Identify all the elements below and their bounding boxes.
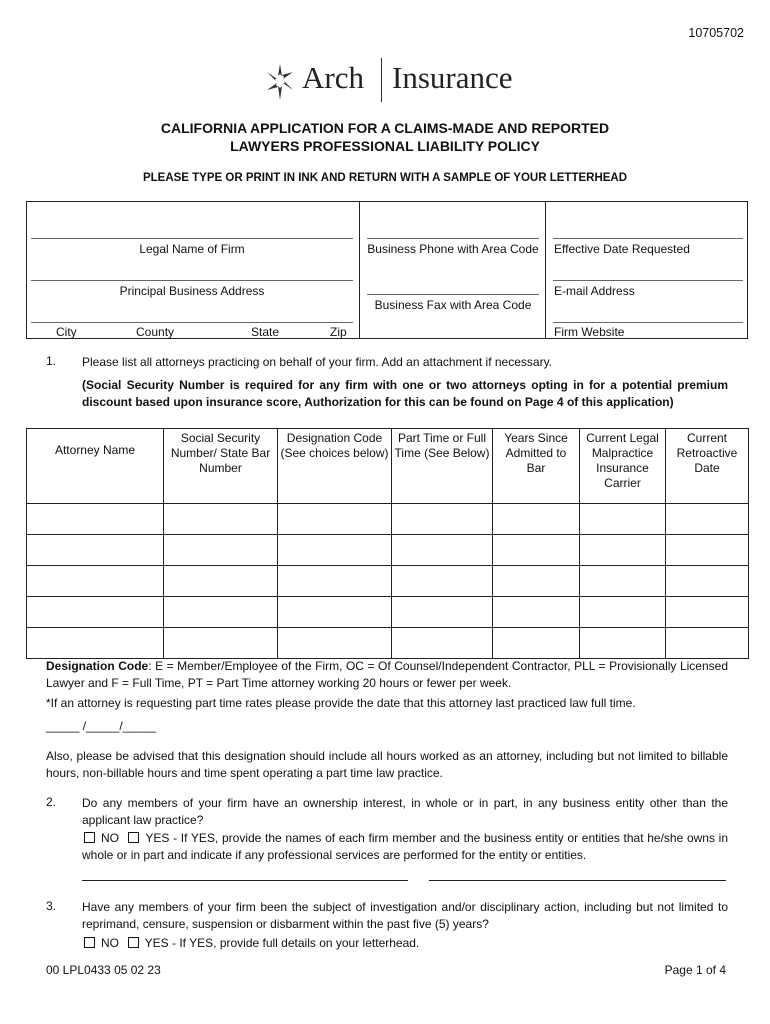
instruction: PLEASE TYPE OR PRINT IN INK AND RETURN WITH A SAMPLE OF YOUR LETTERHEAD bbox=[142, 172, 628, 184]
firm-info-box bbox=[26, 201, 748, 339]
header-designation-code: Designation Code (See choices below) bbox=[278, 429, 392, 504]
table-header-row bbox=[27, 429, 749, 504]
q2-response-line-2[interactable] bbox=[429, 880, 726, 881]
table-cell[interactable] bbox=[278, 566, 392, 597]
table-cell[interactable] bbox=[580, 566, 666, 597]
header-years-admitted: Years Since Admitted to Bar bbox=[493, 429, 580, 504]
table-cell[interactable] bbox=[27, 535, 164, 566]
legal-name-field[interactable] bbox=[31, 238, 353, 239]
email-label: E-mail Address bbox=[554, 284, 635, 298]
table-cell[interactable] bbox=[580, 597, 666, 628]
q3-yes-checkbox[interactable] bbox=[128, 937, 139, 948]
part-time-note: *If an attorney is requesting part time rates please provide the date that this attorney last practiced law full time. bbox=[46, 696, 636, 710]
box-divider-2 bbox=[545, 202, 546, 338]
header-part-full-time: Part Time or Full Time (See Below) bbox=[392, 429, 493, 504]
q2-response-line-1[interactable] bbox=[82, 880, 408, 881]
table-cell[interactable] bbox=[493, 597, 580, 628]
table-cell[interactable] bbox=[164, 535, 278, 566]
table-row bbox=[27, 504, 749, 535]
logo-brand: Arch bbox=[302, 60, 364, 95]
designation-code-paragraph bbox=[46, 658, 728, 692]
form-code: 00 LPL0433 05 02 23 bbox=[46, 963, 161, 977]
q2-yes-label: YES - If YES, provide the names of each firm member and the business entity or entities that he/she owns in whole or in part and indicate if any professional services are performed for the entity or entities. bbox=[82, 831, 728, 862]
principal-address-label: Principal Business Address bbox=[119, 284, 265, 298]
logo-divider bbox=[381, 58, 382, 102]
business-phone-label: Business Phone with Area Code bbox=[367, 242, 539, 256]
table-cell[interactable] bbox=[392, 566, 493, 597]
q2-no-label: NO bbox=[101, 831, 119, 845]
q2-answer bbox=[82, 830, 728, 864]
business-fax-field[interactable] bbox=[367, 294, 539, 295]
table-cell[interactable] bbox=[27, 566, 164, 597]
q2-number: 2. bbox=[46, 795, 57, 809]
table-cell[interactable] bbox=[392, 597, 493, 628]
state-label: State bbox=[251, 325, 280, 339]
table-cell[interactable] bbox=[580, 535, 666, 566]
table-cell[interactable] bbox=[493, 628, 580, 659]
table-cell[interactable] bbox=[666, 535, 749, 566]
q2-no-checkbox[interactable] bbox=[84, 832, 95, 843]
advisory-paragraph: Also, please be advised that this designation should include all hours worked as an attorney, including but not limited to billable hours, non-billable hours and time spent operating a part time law practice. bbox=[46, 749, 728, 780]
table-cell[interactable] bbox=[580, 504, 666, 535]
city-label: City bbox=[56, 325, 77, 339]
q1-text: Please list all attorneys practicing on behalf of your firm. Add an attachment if necessary. bbox=[82, 355, 553, 369]
city-county-state-zip-field[interactable] bbox=[31, 322, 353, 323]
q3-answer bbox=[82, 935, 728, 952]
table-cell[interactable] bbox=[278, 597, 392, 628]
q1-note: (Social Security Number is required for any firm with one or two attorneys opting in for a potential premium discount based upon insurance score, Authorization for this can be found on Page 4 of this application) bbox=[82, 378, 728, 409]
table-cell[interactable] bbox=[164, 566, 278, 597]
table-cell[interactable] bbox=[392, 504, 493, 535]
table-cell[interactable] bbox=[666, 504, 749, 535]
title-line-1: CALIFORNIA APPLICATION FOR A CLAIMS-MADE AND REPORTED bbox=[160, 120, 610, 136]
website-field[interactable] bbox=[553, 322, 743, 323]
page-title bbox=[0, 119, 770, 155]
table-cell[interactable] bbox=[392, 535, 493, 566]
q3-no-label: NO bbox=[101, 936, 119, 950]
table-cell[interactable] bbox=[666, 628, 749, 659]
county-label: County bbox=[136, 325, 175, 339]
website-label: Firm Website bbox=[554, 325, 625, 339]
table-row bbox=[27, 628, 749, 659]
table-cell[interactable] bbox=[580, 628, 666, 659]
box-divider-1 bbox=[359, 202, 360, 338]
table-cell[interactable] bbox=[164, 504, 278, 535]
header-ssn-bar-number: Social Security Number/ State Bar Number bbox=[164, 429, 278, 504]
logo-suffix: Insurance bbox=[392, 60, 513, 95]
table-cell[interactable] bbox=[666, 597, 749, 628]
table-cell[interactable] bbox=[666, 566, 749, 597]
business-phone-field[interactable] bbox=[367, 238, 539, 239]
header-attorney-name: Attorney Name bbox=[27, 429, 164, 504]
table-cell[interactable] bbox=[278, 504, 392, 535]
q3-number: 3. bbox=[46, 899, 57, 913]
table-cell[interactable] bbox=[493, 535, 580, 566]
table-cell[interactable] bbox=[392, 628, 493, 659]
attorney-table bbox=[26, 428, 749, 659]
designation-label: Designation Code bbox=[46, 659, 149, 673]
table-cell[interactable] bbox=[164, 597, 278, 628]
arch-star-icon bbox=[262, 60, 298, 104]
table-cell[interactable] bbox=[164, 628, 278, 659]
q3-text: Have any members of your firm been the subject of investigation and/or disciplinary action, including but not limited to reprimand, censure, suspension or disbarment within the past five (5) years? bbox=[82, 900, 728, 931]
effective-date-label: Effective Date Requested bbox=[554, 242, 690, 256]
table-cell[interactable] bbox=[27, 504, 164, 535]
last-full-time-date-field[interactable]: _____ /_____/_____ bbox=[46, 719, 157, 733]
table-cell[interactable] bbox=[27, 597, 164, 628]
zip-label: Zip bbox=[330, 325, 347, 339]
page-number: Page 1 of 4 bbox=[664, 963, 726, 977]
business-fax-label: Business Fax with Area Code bbox=[374, 298, 532, 312]
email-field[interactable] bbox=[553, 280, 743, 281]
q3-no-checkbox[interactable] bbox=[84, 937, 95, 948]
table-row bbox=[27, 566, 749, 597]
q2-text: Do any members of your firm have an ownership interest, in whole or in part, in any business entity other than the applicant law practice? bbox=[82, 796, 728, 827]
legal-name-label: Legal Name of Firm bbox=[139, 242, 245, 256]
table-cell[interactable] bbox=[493, 566, 580, 597]
principal-address-field[interactable] bbox=[31, 280, 353, 281]
table-cell[interactable] bbox=[278, 628, 392, 659]
table-row bbox=[27, 597, 749, 628]
table-cell[interactable] bbox=[278, 535, 392, 566]
q3-yes-label: YES - If YES, provide full details on your letterhead. bbox=[144, 936, 420, 950]
header-malpractice-carrier: Current Legal Malpractice Insurance Carrier bbox=[580, 429, 666, 504]
document-number: 10705702 bbox=[688, 26, 744, 40]
table-cell[interactable] bbox=[493, 504, 580, 535]
header-retroactive-date: Current Retroactive Date bbox=[666, 429, 749, 504]
designation-text: : E = Member/Employee of the Firm, OC = Of Counsel/Independent Contractor, PLL = Provisionally Licensed Lawyer and F = Full Time, PT = Part Time attorney working 20 hours or fewer per week. bbox=[46, 659, 728, 690]
q1-number: 1. bbox=[46, 354, 57, 368]
q2-yes-checkbox[interactable] bbox=[128, 832, 139, 843]
title-line-2: LAWYERS PROFESSIONAL LIABILITY POLICY bbox=[230, 138, 540, 154]
table-row bbox=[27, 535, 749, 566]
table-cell[interactable] bbox=[27, 628, 164, 659]
effective-date-field[interactable] bbox=[553, 238, 743, 239]
